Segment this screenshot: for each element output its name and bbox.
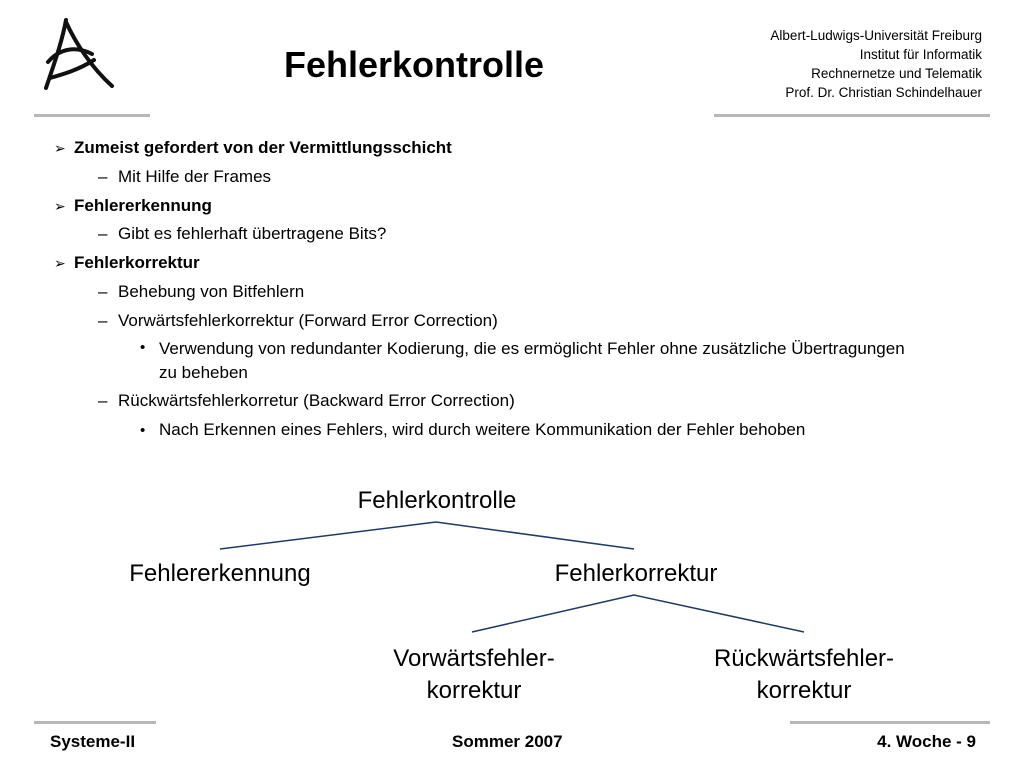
bullet-item: – Behebung von Bitfehlern	[98, 282, 305, 301]
dash-bullet-icon: –	[98, 391, 108, 410]
tree-node-fehlererkennung: Fehlererkennung	[129, 560, 311, 587]
footer-divider-right	[790, 721, 990, 724]
footer-term: Sommer 2007	[452, 732, 563, 751]
tree-edge	[634, 595, 804, 632]
institution-line: Prof. Dr. Christian Schindelhauer	[785, 85, 982, 100]
tree-node-fehlerkorrektur: Fehlerkorrektur	[554, 560, 718, 587]
dash-bullet-icon: –	[98, 282, 108, 301]
bullet-item: • Verwendung von redundanter Kodierung, die es ermöglicht Fehler ohne zusätzliche Übertragungen zu beheben	[140, 337, 919, 385]
institution-line: Institut für Informatik	[859, 47, 982, 62]
tree-node-label-line: korrektur	[426, 677, 522, 704]
tree-node-rueckwaertsfehlerkorrektur	[714, 643, 894, 707]
page-title: Fehlerkontrolle	[284, 44, 545, 85]
dash-bullet-icon: –	[98, 167, 108, 186]
tree-node-root: Fehlerkontrolle	[357, 487, 517, 514]
tree-node-label-line: Vorwärtsfehler-	[393, 645, 555, 672]
dash-bullet-icon: –	[98, 311, 108, 330]
bullet-item: ➢ Zumeist gefordert von der Vermittlungsschicht	[54, 138, 452, 157]
tree-node-label-line: korrektur	[756, 677, 852, 704]
bullet-item: – Rückwärtsfehlerkorretur (Backward Error Correction)	[98, 391, 515, 410]
arrow-bullet-icon: ➢	[54, 140, 66, 156]
bullet-item: – Gibt es fehlerhaft übertragene Bits?	[98, 224, 387, 243]
tree-edge	[436, 522, 634, 549]
bullet-item: ➢ Fehlererkennung	[54, 196, 212, 215]
arrow-bullet-icon: ➢	[54, 198, 66, 214]
bullet-item: – Mit Hilfe der Frames	[98, 167, 272, 186]
bullet-item: • Nach Erkennen eines Fehlers, wird durch weitere Kommunikation der Fehler behoben	[140, 419, 805, 442]
footer-page: 4. Woche - 9	[877, 732, 976, 751]
tree-edge	[220, 522, 436, 549]
footer-divider-left	[34, 721, 156, 724]
footer-course: Systeme-II	[50, 732, 136, 751]
bullet-item: – Vorwärtsfehlerkorrektur (Forward Error Correction)	[98, 311, 498, 330]
tree-node-vorwaertsfehlerkorrektur	[393, 643, 554, 707]
dash-bullet-icon: –	[98, 224, 108, 243]
institution-line: Albert-Ludwigs-Universität Freiburg	[770, 28, 982, 43]
dot-bullet-icon: •	[140, 339, 146, 356]
dot-bullet-icon: •	[140, 422, 146, 439]
institution-line: Rechnernetze und Telematik	[811, 66, 982, 81]
tree-edge	[472, 595, 634, 632]
arrow-bullet-icon: ➢	[54, 255, 66, 271]
bullet-item: ➢ Fehlerkorrektur	[54, 253, 200, 272]
tree-node-label-line: Rückwärtsfehler-	[713, 645, 895, 672]
